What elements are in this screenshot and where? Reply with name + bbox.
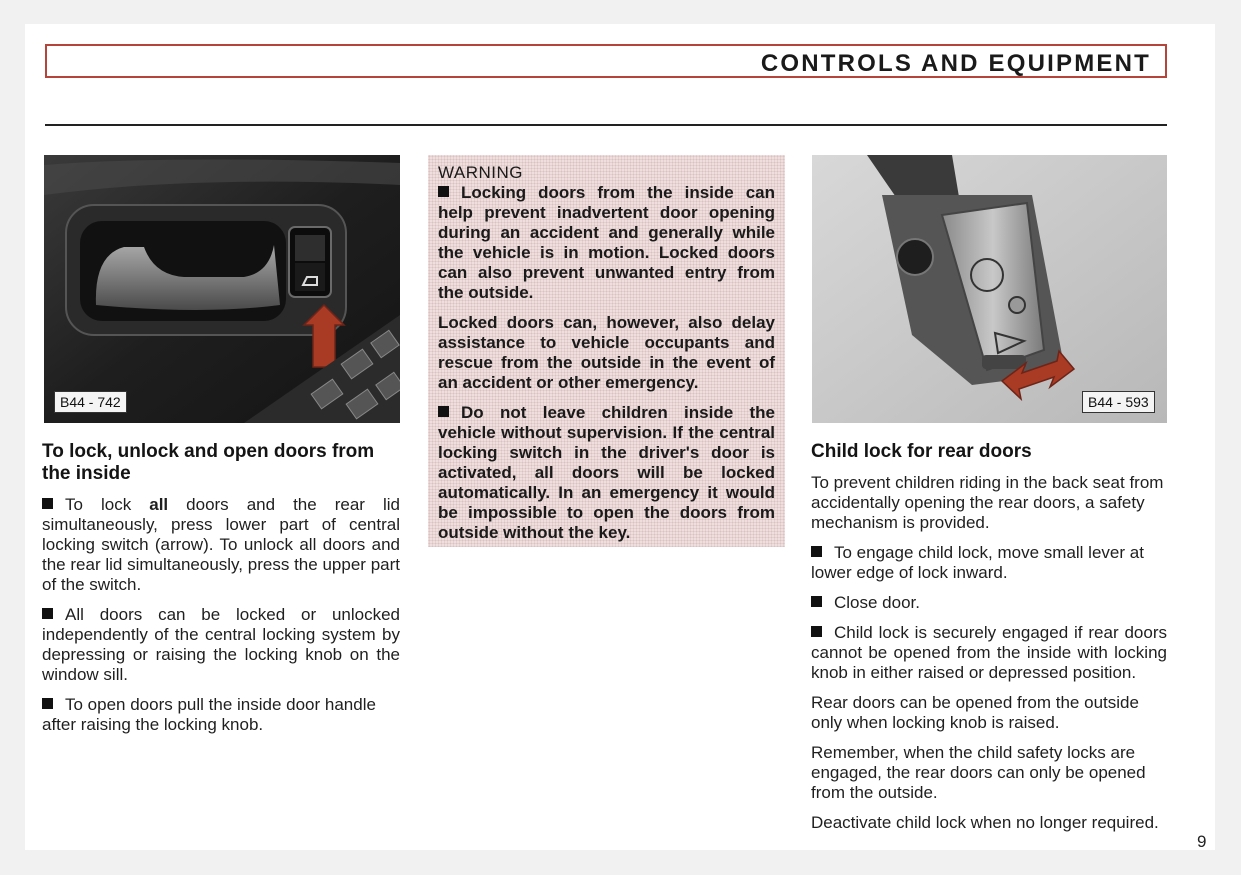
- left-paragraph-1: To lock all doors and the rear lid simultaneously, press lower part of central locking switch (arrow). To unlock all doors and the rear lid simultaneously, press the upper part of the switch.: [42, 495, 400, 594]
- child-lock-photo: [812, 155, 1167, 423]
- section-header: [45, 44, 1167, 78]
- bullet-square-icon: [42, 608, 53, 619]
- header-rule: [45, 124, 1167, 126]
- warning-paragraph-2: Locked doors can, however, also delay assistance to vehicle occupants and rescue from the outside in the event of an accident or other emergency.: [438, 313, 775, 392]
- bullet-square-icon: [42, 698, 53, 709]
- warning-box: [428, 155, 785, 547]
- door-handle-photo: [44, 155, 400, 423]
- warning-title: WARNING: [438, 163, 524, 182]
- bullet-square-icon: [42, 498, 53, 509]
- left-heading: To lock, unlock and open doors from the inside: [42, 441, 375, 484]
- right-intro: To prevent children riding in the back seat from accidentally opening the rear doors, a safety mechanism is provided.: [811, 473, 1164, 532]
- bullet-square-icon: [811, 626, 822, 637]
- right-paragraph-3: Deactivate child lock when no longer required.: [811, 813, 1159, 832]
- section-title: CONTROLS AND EQUIPMENT: [760, 50, 1151, 77]
- bullet-square-icon: [438, 186, 449, 197]
- bullet-square-icon: [811, 546, 822, 557]
- warning-paragraph-3: Do not leave children inside the vehicle without supervision. If the central locking switch in the driver's door is activated, all doors will be locked automatically. In an emergency it would be impossible to open the doors from outside without the key.: [438, 403, 775, 542]
- child-lock-illustration: [812, 155, 1167, 423]
- right-paragraph-2: Remember, when the child safety locks are engaged, the rear doors can only be opened from the outside.: [811, 743, 1146, 802]
- figure-label-left: B44 - 742: [54, 391, 127, 413]
- bullet-square-icon: [438, 406, 449, 417]
- bullet-square-icon: [811, 596, 822, 607]
- warning-paragraph-1: Locking doors from the inside can help prevent inadvertent door opening during an accident and generally while the vehicle is in motion. Locked doors can also prevent unwanted entry from the outside.: [438, 183, 775, 302]
- right-paragraph-1: Rear doors can be opened from the outside only when locking knob is raised.: [811, 693, 1139, 732]
- right-bullet-2: Close door.: [811, 593, 1167, 613]
- door-handle-illustration: [44, 155, 400, 423]
- figure-label-right: B44 - 593: [1082, 391, 1155, 413]
- right-column: [811, 441, 1167, 843]
- left-paragraph-2: All doors can be locked or unlocked independently of the central locking system by depressing or raising the locking knob on the window sill.: [42, 605, 400, 684]
- right-bullet-1: To engage child lock, move small lever at lower edge of lock inward.: [811, 543, 1144, 582]
- left-paragraph-3: To open doors pull the inside door handle after raising the locking knob.: [42, 695, 376, 734]
- page-number: 9: [1197, 832, 1207, 851]
- left-column: [42, 441, 400, 745]
- right-heading: Child lock for rear doors: [811, 441, 1032, 462]
- right-bullet-3: Child lock is securely engaged if rear doors cannot be opened from the inside with locking knob in either raised or depressed position.: [811, 623, 1167, 682]
